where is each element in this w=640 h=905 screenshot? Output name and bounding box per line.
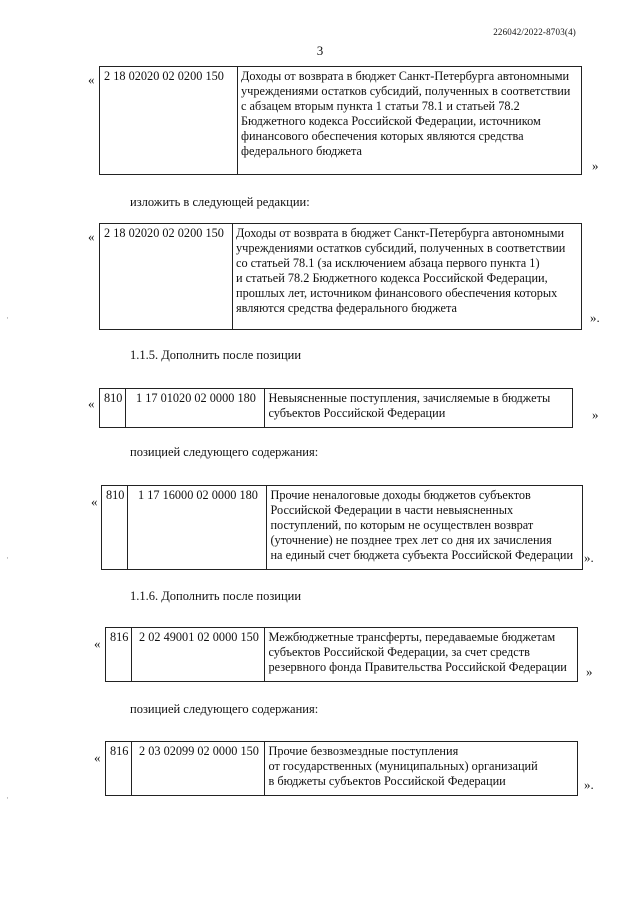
admin-code-cell: 816 — [106, 628, 132, 682]
admin-code-cell: 810 — [100, 389, 126, 428]
description-line: учреждениями остатков субсидий, полученных в соответствии — [236, 241, 566, 255]
budget-entry-table — [101, 485, 583, 570]
description-line: субъектов Российской Федерации — [268, 406, 446, 420]
margin-mark: · — [6, 313, 9, 323]
quote-open: « — [88, 396, 95, 411]
admin-code-cell: 816 — [106, 742, 132, 796]
quote-close: ». — [584, 550, 594, 565]
budget-code-cell: 2 18 02020 02 0200 150 — [100, 67, 238, 175]
description-line: со статьей 78.1 (за исключением абзаца первого пункта 1) — [236, 256, 540, 270]
description-cell — [265, 742, 578, 796]
description-line: Межбюджетные трансферты, передаваемые бюджетам — [268, 630, 556, 644]
budget-code-cell: 2 03 02099 02 0000 150 — [132, 742, 265, 796]
quote-open: « — [94, 750, 101, 765]
margin-mark: · — [6, 553, 9, 563]
description-line: прошлых лет, источником финансового обеспечения которых — [236, 286, 558, 300]
admin-code-cell: 810 — [102, 486, 128, 570]
budget-entry-table — [99, 388, 573, 428]
description-cell — [267, 486, 583, 570]
description-line: учреждениями остатков субсидий, полученных в соответствии — [241, 84, 571, 98]
quote-close: » — [592, 407, 599, 422]
description-cell — [265, 628, 578, 682]
paragraph-text: изложить в следующей редакции: — [130, 195, 310, 209]
description-line: федерального бюджета — [241, 144, 362, 158]
description-line: Бюджетного кодекса Российской Федерации, источником — [241, 114, 541, 128]
description-line: от государственных (муниципальных) организаций — [268, 759, 538, 773]
description-line: Доходы от возврата в бюджет Санкт-Петербурга автономными — [241, 69, 570, 83]
quote-close: ». — [590, 310, 600, 325]
description-line: Доходы от возврата в бюджет Санкт-Петербурга автономными — [236, 226, 565, 240]
description-line: субъектов Российской Федерации, за счет средств — [268, 645, 530, 659]
description-cell — [233, 224, 582, 330]
description-line: резервного фонда Правительства Российской Федерации — [268, 660, 567, 674]
description-cell — [238, 67, 582, 175]
description-line: с абзацем вторым пункта 1 статьи 78.1 и статьей 78.2 — [241, 99, 520, 113]
section-heading: 1.1.6. Дополнить после позиции — [130, 589, 302, 603]
description-line: являются средства федерального бюджета — [236, 301, 457, 315]
quote-close: » — [592, 158, 599, 173]
margin-mark: · — [6, 793, 9, 803]
description-line: Российской Федерации в части невыясненных — [270, 503, 514, 517]
description-line: Прочие безвозмездные поступления — [268, 744, 459, 758]
description-line: Прочие неналоговые доходы бюджетов субъектов — [270, 488, 531, 502]
budget-entry-table — [99, 66, 582, 175]
description-line: в бюджеты субъектов Российской Федерации — [268, 774, 506, 788]
description-line: на единый счет бюджета субъекта Российской Федерации — [270, 548, 574, 562]
section-heading: 1.1.5. Дополнить после позиции — [130, 348, 302, 362]
budget-code-cell: 2 02 49001 02 0000 150 — [132, 628, 265, 682]
quote-close: ». — [584, 777, 594, 792]
budget-code-cell: 1 17 01020 02 0000 180 — [126, 389, 265, 428]
description-line: Невыясненные поступления, зачисляемые в бюджеты — [268, 391, 551, 405]
paragraph-text: позицией следующего содержания: — [130, 445, 319, 459]
budget-entry-table — [105, 741, 578, 796]
quote-open: « — [91, 494, 98, 509]
description-line: финансового обеспечения которых являются средства — [241, 129, 524, 143]
description-line: поступлений, по которым не осуществлен возврат — [270, 518, 534, 532]
budget-entry-table — [99, 223, 582, 330]
budget-code-cell: 2 18 02020 02 0200 150 — [100, 224, 233, 330]
document-id: 226042/2022-8703(4) — [493, 27, 576, 37]
quote-open: « — [94, 636, 101, 651]
quote-open: « — [88, 229, 95, 244]
quote-close: » — [586, 664, 593, 679]
budget-entry-table — [105, 627, 578, 682]
budget-code-cell: 1 17 16000 02 0000 180 — [128, 486, 267, 570]
paragraph-text: позицией следующего содержания: — [130, 702, 319, 716]
description-line: и статьей 78.2 Бюджетного кодекса Российской Федерации, — [236, 271, 548, 285]
page-number: 3 — [316, 43, 324, 58]
description-line: (уточнение) не позднее трех лет со дня их зачисления — [270, 533, 552, 547]
quote-open: « — [88, 72, 95, 87]
description-cell — [265, 389, 573, 428]
